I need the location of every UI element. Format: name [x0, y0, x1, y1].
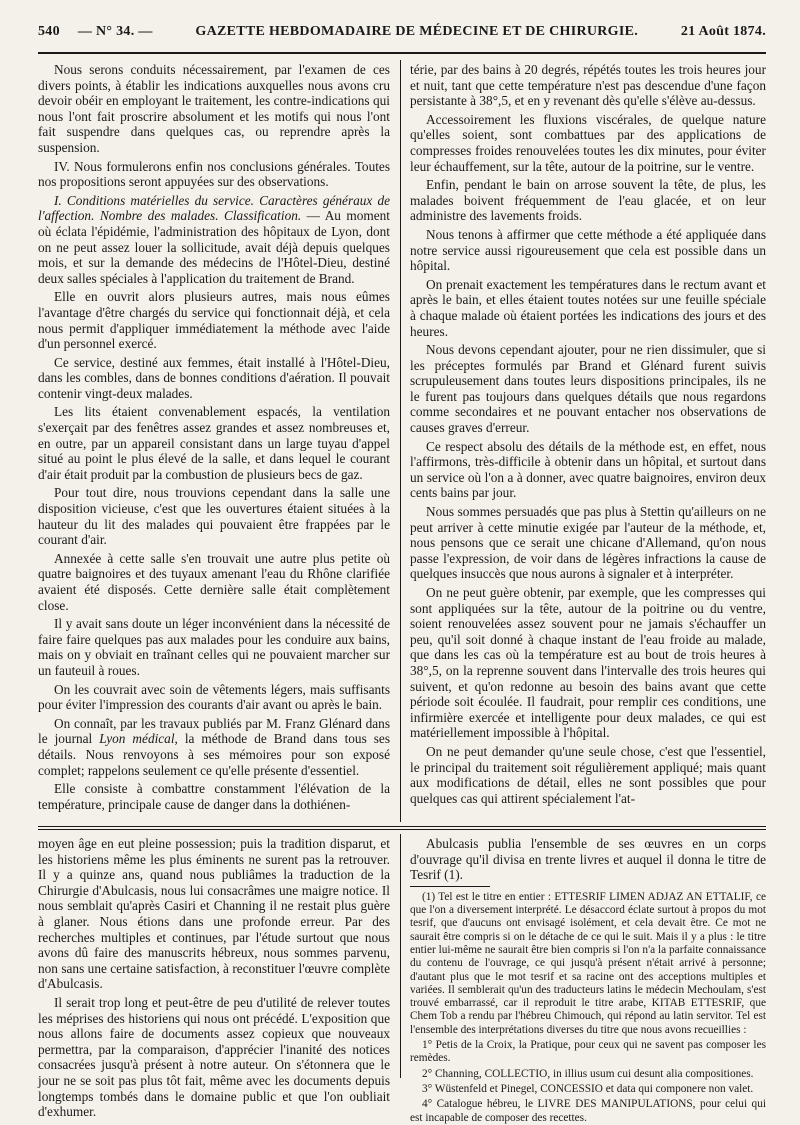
paragraph: Ce service, destiné aux femmes, était installé à l'Hôtel-Dieu, dans les combles, dans de bonnes conditions d'aération. Il pouvait contenir vingt-deux malades.	[38, 354, 390, 401]
paragraph: IV. Nous formulerons enfin nos conclusions générales. Toutes nos propositions seront appuyées sur des observations.	[38, 158, 390, 190]
paragraph: On les couvrait avec soin de vêtements légers, mais suffisants pour éviter l'impression des courants d'air avant ou après le bain.	[38, 681, 390, 713]
footnote-item: 2° Channing, COLLECTIO, in illius usum cui desunt alia compositiones.	[422, 1067, 754, 1080]
paragraph: Nous sommes persuadés que pas plus à Stettin qu'ailleurs on ne peut arriver à cette minutie exigée par l'auteur de la méthode, et, nous pensons que ce serait une chicane d'Allemand, qu'on nous passe l'expression, de voir dans de légères infractions la cause de quelques insuccès que nous aurons à signaler et à interpréter.	[410, 504, 766, 582]
paragraph: Ce respect absolu des détails de la méthode est, en effet, nous l'affirmons, très-difficile à obtenir dans un hôpital, et surtout dans un service où l'on a à donner, avec quatre baignoires, environ deux cents bains par jour.	[410, 438, 766, 501]
footnote-item: 4° Catalogue hébreu, le LIVRE DES MANIPULATIONS, pour celui qui est incapable de composer des recettes.	[410, 1098, 766, 1124]
paragraph	[38, 716, 390, 778]
feuilleton-rule-double	[38, 829, 766, 830]
footnotes	[410, 891, 766, 1125]
running-header	[38, 24, 766, 48]
paragraph: Il y avait sans doute un léger inconvénient dans la nécessité de faire faire quelques pas aux malades pour les conduire aux bains, mais on y obviait en traînant celles qui ne pouvaient marcher sur un fauteuil à roues.	[38, 616, 390, 678]
column-divider	[400, 60, 401, 822]
issue-date: 21 Août 1874.	[680, 24, 766, 39]
paragraph: Nous serons conduits nécessairement, par l'examen de ces divers points, à établir les indications auxquelles nous avons cru devoir obéir en employant le traitement, les contre-indications qui nous l'ont fait proscrire absolument et les motifs qui nous l'ont fait suspendre dans quelques cas, ou reprendre après la suspension.	[38, 62, 390, 155]
paragraph: Il serait trop long et peut-être de peu d'utilité de relever toutes les méprises des historiens qui nous ont précédé. L'exposition que nous allons faire de documents assez copieux que nouveaux permettra, par la comparaison, d'apprécier l'inanité des notices consacrées jusqu'à présent à notre auteur. On s'étonnera que le jour ne se soit pas plus tôt fait, même avec les documents depuis longtemps tombés dans le domaine public et que l'on oubliait d'exhumer.	[38, 994, 390, 1120]
paragraph: térie, par des bains à 20 degrés, répétés toutes les trois heures jour et nuit, tant que cette température n'est pas descendue d'une façon persistante à 38°,5, et en y revenant dès qu'elle s'élève au-dessus.	[410, 62, 766, 109]
paragraph: Elle en ouvrit alors plusieurs autres, mais nous eûmes l'avantage d'être chargés du service qui fonctionnait déjà, et cela nous permit d'appliquer immédiatement la méthode avec l'aide d'un personnel exercé.	[38, 289, 390, 352]
column-divider	[400, 834, 401, 1078]
footnote: (1) Tel est le titre en entier : ETTESRIF LIMEN ADJAZ AN ETTALIF, ce que l'on a diversement interprété. Le désaccord éclate surtout à propos du mot tesrif, que d'aucuns ont envisagé isolément, et cela devait être. Ce mot ne saurait être compris si on le détache de ce qui le suit. Mais il y a plus : le titre entier lui-même ne saurait être bien compris si l'on n'a la parfaite connaissance du contenu de l'ouvrage, ce qui jusqu'à présent n'était arrivé à personne; d'autant plus que le mot tesrif et sa racine ont des acceptions multiples et variées. Il semblerait qu'un des traducteurs latins le médecin Mechoulam, s'est trouvé embarrassé, car il reproduit le titre arabe, KITAB ETTESRIF, que Chem Tob a rendu par l'hébreu Chimouch, qui répond au latin servitor. Tel est l'ensemble des interprétations diverses du titre que nous avons recueillies :	[410, 890, 766, 1036]
paragraph: moyen âge en eut pleine possession; puis la tradition disparut, et les historiens même les plus éminents ne surent pas la retrouver. Il y a quinze ans, quand nous publiâmes la traduction de la Chirurgie d'Abulcasis, nous lui consacrâmes une maigre notice. Il nous semblait qu'après Casiri et Channing il ne restait plus guère à glaner. Nous étions dans une profonde erreur. Par des recherches multiples et continues, par l'étude surtout que nous avons dû faire des manuscrits hébreux, nous sommes parvenu, non sans une certaine satisfaction, à reconstituer l'œuvre complète d'Abulcasis.	[38, 836, 390, 992]
paragraph: On ne peut demander qu'une seule chose, c'est que l'essentiel, le principal du traitement soit régulièrement appliqué; mais quant aux modifications de détail, elles ne sont possibles que pour quelques cas qui attirent spécialement l'at-	[410, 743, 766, 806]
lower-right-column	[410, 836, 766, 1124]
section-body: — Au moment où éclata l'épidémie, l'administration des hôpitaux de Lyon, dont on ne peut assez louer la sollicitude, avait déjà depuis quelques mois, et sur la demande des médecins de l'Hôtel-Dieu, destiné deux salles spéciales à l'application du traitement de Brand.	[38, 208, 391, 286]
lower-left-column	[38, 836, 390, 1120]
footnote-item: 1° Petis de la Croix, la Pratique, pour ceux qui ne savent pas composer les remèdes.	[410, 1039, 766, 1065]
page-number: 540	[38, 24, 60, 39]
paragraph: Accessoirement les fluxions viscérales, de quelque nature qu'elles soient, sont combattues par des applications de compresses froides renouvelées toutes les dix minutes, pour éviter leur échauffement, sur la tête, autour de la poitrine, sur le ventre.	[410, 111, 766, 174]
paragraph: Elle consiste à combattre constamment l'élévation de la température, principale cause de danger dans la dothiénen-	[38, 781, 390, 812]
feuilleton-rule	[38, 826, 766, 827]
footnote-item: 3° Wüstenfeld et Pinegel, CONCESSIO et data qui componere non valet.	[422, 1082, 754, 1095]
section-paragraph	[38, 193, 390, 287]
issue-number: — N° 34. —	[77, 24, 153, 39]
paragraph: Nous tenons à affirmer que cette méthode a été appliquée dans notre service aussi rigoureusement que cela est possible dans un hôpital.	[410, 226, 766, 274]
journal-name: Lyon médical	[99, 731, 175, 747]
header-rule	[38, 52, 766, 54]
paragraph: Annexée à cette salle s'en trouvait une autre plus petite où quatre baignoires et des tuyaux amenant l'eau du Rhône clarifiée avaient été disposés. Cette dernière salle était complètement close.	[38, 550, 390, 613]
paragraph: On prenait exactement les températures dans le rectum avant et après le bain, et elles étaient toutes notées sur une feuille spéciale à chaque malade où étaient portées les indications des jours et des heures.	[410, 276, 766, 339]
paragraph: Abulcasis publia l'ensemble de ses œuvres en un corps d'ouvrage qu'il divisa en trente livres et auquel il donna le titre de Tesrif (1).	[410, 836, 766, 883]
paragraph: Nous devons cependant ajouter, pour ne rien dissimuler, que si les préceptes formulés par Brand et Glénard furent suivis scrupuleusement dans toutes leurs dispositions principales, ils ne le furent pas toujours dans quelques détails que nous regardons comme secondaires et ne pouvant entacher nos observations de causes graves d'erreur.	[410, 342, 766, 436]
paragraph: Enfin, pendant le bain on arrose souvent la tête, de plus, les malades boivent fréquemment de l'eau glacée, et on leur administre des lavements froids.	[410, 177, 766, 224]
footnote-rule	[410, 886, 490, 887]
text-run: On connaît, par les travaux publiés par M. Franz Glénard dans le journal	[38, 715, 390, 747]
upper-left-column	[38, 62, 390, 820]
text-run: , la méthode de Brand dans tous ses détails. Nous renvoyons à ses mémoires pour son exposé complet; rappelons seulement ce qu'elle présente d'essentiel.	[38, 731, 390, 778]
journal-title: GAZETTE HEBDOMADAIRE DE MÉDECINE ET DE CHIRURGIE.	[195, 24, 639, 39]
paragraph: On ne peut guère obtenir, par exemple, que les compresses qui sont appliquées sur la tête, autour de la poitrine ou du ventre, soient renouvelées assez souvent pour ne jamais s'échauffer un peu, qu'il soit donné à chaque instant de l'eau froide au malade, que dans les cas où la température est au bout de trois heures à 38°,5, on la reprenne souvent dans l'intervalle des trois heures qui suivent, et qu'on redonne au besoin des bains avant que cette période soit écoulée. Il faudrait, pour remplir ces conditions, une infirmière exercée et intelligente pour deux malades, ce qui est matériellement impossible à l'hôpital.	[410, 585, 766, 741]
section-heading: I. Conditions matérielles du service. Caractères généraux de l'affection. Nombre des malades. Classification.	[38, 192, 390, 224]
paragraph: Les lits étaient convenablement espacés, la ventilation s'exerçait par des fenêtres assez grandes et assez nombreuses et, en outre, par un appareil consistant dans un large tuyau d'appel situé au point le plus élevé de la salle, et dans lequel le courant d'air était produit par la combustion de plusieurs becs de gaz.	[38, 404, 390, 482]
paragraph: Pour tout dire, nous trouvions cependant dans la salle une disposition vicieuse, c'est que les ouvertures étaient situées à la hauteur du lit des malades qui pouvaient être frappées par le courant d'air.	[38, 485, 390, 548]
upper-right-column	[410, 62, 766, 820]
